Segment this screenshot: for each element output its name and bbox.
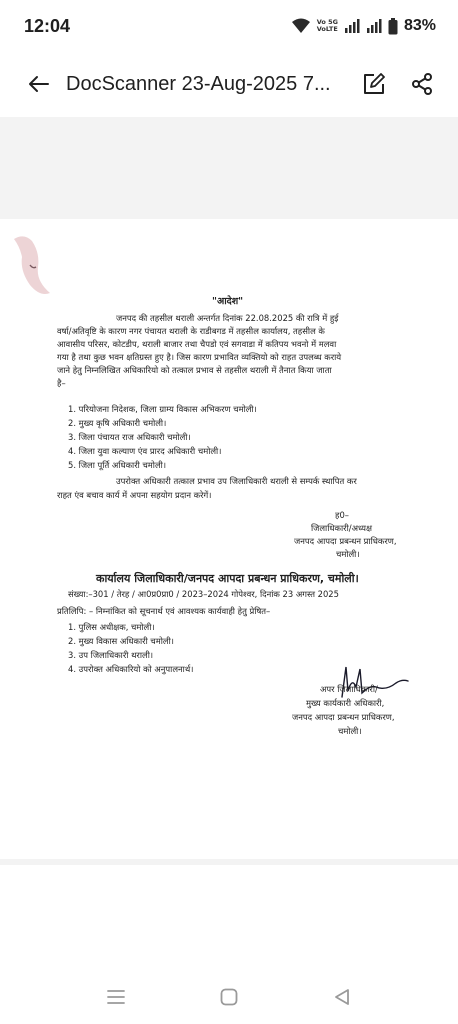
nav-back-button[interactable]	[322, 977, 362, 1017]
paragraph-line: आवासीय परिसर, कोटडीप, थराली बाजार तथा चैपडो एवं सगवाडा में कतिपय भवनो में मलवा	[57, 339, 337, 349]
paragraph-line: है–	[57, 378, 66, 388]
volte-bottom-text: VoLTE	[316, 25, 338, 33]
officer-list-item: 4. जिला युवा कल्याण एंव प्रारद अधिकारी चमोली।	[68, 446, 222, 456]
signature-block-line: अपर जिलाधिकारी/	[320, 684, 378, 694]
officer-list-item: 5. जिला पूर्ति अधिकारी चमोली।	[68, 460, 167, 470]
volte-top-text: Vo 5G	[316, 18, 338, 26]
officer-list-item: 2. मुख्य कृषि अधिकारी चमोली।	[68, 418, 167, 428]
officer-list-item: 3. जिला पंचायत राज अधिकारी चमोली।	[68, 432, 191, 442]
reference-line: संख्या:–301 / तेरह / आ0प्र0प्रा0 / 2023–2024 गोपेश्वर, दिनांक 23 अगस्त 2025	[68, 589, 339, 599]
back-button[interactable]	[20, 66, 56, 102]
signature-block-line: चमोली।	[336, 549, 360, 559]
home-icon	[220, 988, 238, 1006]
document-page	[0, 219, 458, 859]
home-button[interactable]	[209, 977, 249, 1017]
copy-list-item: 1. पुलिस अधीक्षक, चमोली।	[68, 622, 155, 632]
signal-icon	[344, 18, 360, 34]
copy-list-item: 3. उप जिलाधिकारी थराली।	[68, 650, 154, 660]
battery-percent: 83%	[403, 17, 436, 34]
paragraph-line: उपरोक्त अधिकारी तत्काल प्रभाव उप जिलाधिकारी थराली से सम्पर्क स्थापित कर	[116, 476, 357, 486]
back-icon	[334, 988, 350, 1006]
paragraph-line: गया है तथा कुछ भवन क्षतिग्रस्त हुए है। जिस कारण प्रभावित व्यक्तियो को राहत उपलब्ध कराये	[57, 352, 342, 362]
signature-block-line: जनपद आपदा प्रबन्धन प्राधिकरण,	[294, 536, 397, 546]
signal-icon	[366, 18, 382, 34]
document-title: DocScanner 23-Aug-2025 7...	[66, 72, 331, 95]
status-time: 12:04	[24, 15, 71, 36]
office-heading: कार्यालय जिलाधिकारी/जनपद आपदा प्रबन्धन प्राधिकरण, चमोली।	[96, 572, 359, 585]
menu-icon	[107, 989, 125, 1005]
ink-smudge	[10, 231, 70, 301]
copy-list-item: 2. मुख्य विकास अधिकारी चमोली।	[68, 636, 174, 646]
paragraph-line: जनपद की तहसील थराली अन्तर्गत दिनांक 22.08.2025 की रात्रि में हुई	[116, 313, 339, 323]
battery-icon	[388, 18, 398, 35]
edit-button[interactable]	[354, 64, 394, 104]
signature-block-line: ह0–	[335, 510, 349, 520]
share-button[interactable]	[402, 64, 442, 104]
signature-block-line: जिलाधिकारी/अध्यक्ष	[311, 523, 372, 533]
copy-list-item: 4. उपरोक्त अधिकारियो को अनुपालनार्थ।	[68, 664, 194, 674]
paragraph-line: राहत एंव बचाव कार्य में अपना सहयोग प्रदान करेगें।	[57, 490, 212, 500]
wifi-icon	[291, 18, 311, 34]
signature-block-line: चमोली।	[338, 726, 362, 736]
paragraph-line: वर्षा/अतिवृष्टि के कारण नगर पंचायत थराली के राडीबगड में तहसील कार्यालय, तहसील के	[57, 326, 325, 336]
edit-icon	[362, 72, 386, 96]
back-arrow-icon	[27, 75, 49, 93]
signature-block-line: मुख्य कार्यकारी अधिकारी,	[306, 698, 385, 708]
officer-list-item: 1. परियोजना निदेशक, जिला ग्राम्य विकास अभिकरण चमोली।	[68, 404, 257, 414]
paragraph-line: जाने हेतु निम्नलिखित अधिकारियो को तत्काल प्रभाव से तहसील थराली में तैनात किया जाता	[57, 365, 332, 375]
copy-intro: प्रतिलिपि: – निम्नांकित को सूचनार्थ एवं आवश्यक कार्यवाही हेतु प्रेषित–	[57, 606, 271, 616]
document-viewer[interactable]	[0, 117, 458, 865]
signature-block-line: जनपद आपदा प्रबन्धन प्राधिकरण,	[292, 712, 395, 722]
recent-apps-button[interactable]	[96, 977, 136, 1017]
status-bar	[0, 0, 458, 52]
volte-indicator	[317, 19, 338, 33]
system-nav-bar	[0, 865, 458, 1024]
document-heading: "आदेश"	[212, 296, 244, 307]
app-bar	[0, 56, 458, 112]
status-icons	[291, 17, 436, 35]
share-icon	[410, 72, 434, 96]
